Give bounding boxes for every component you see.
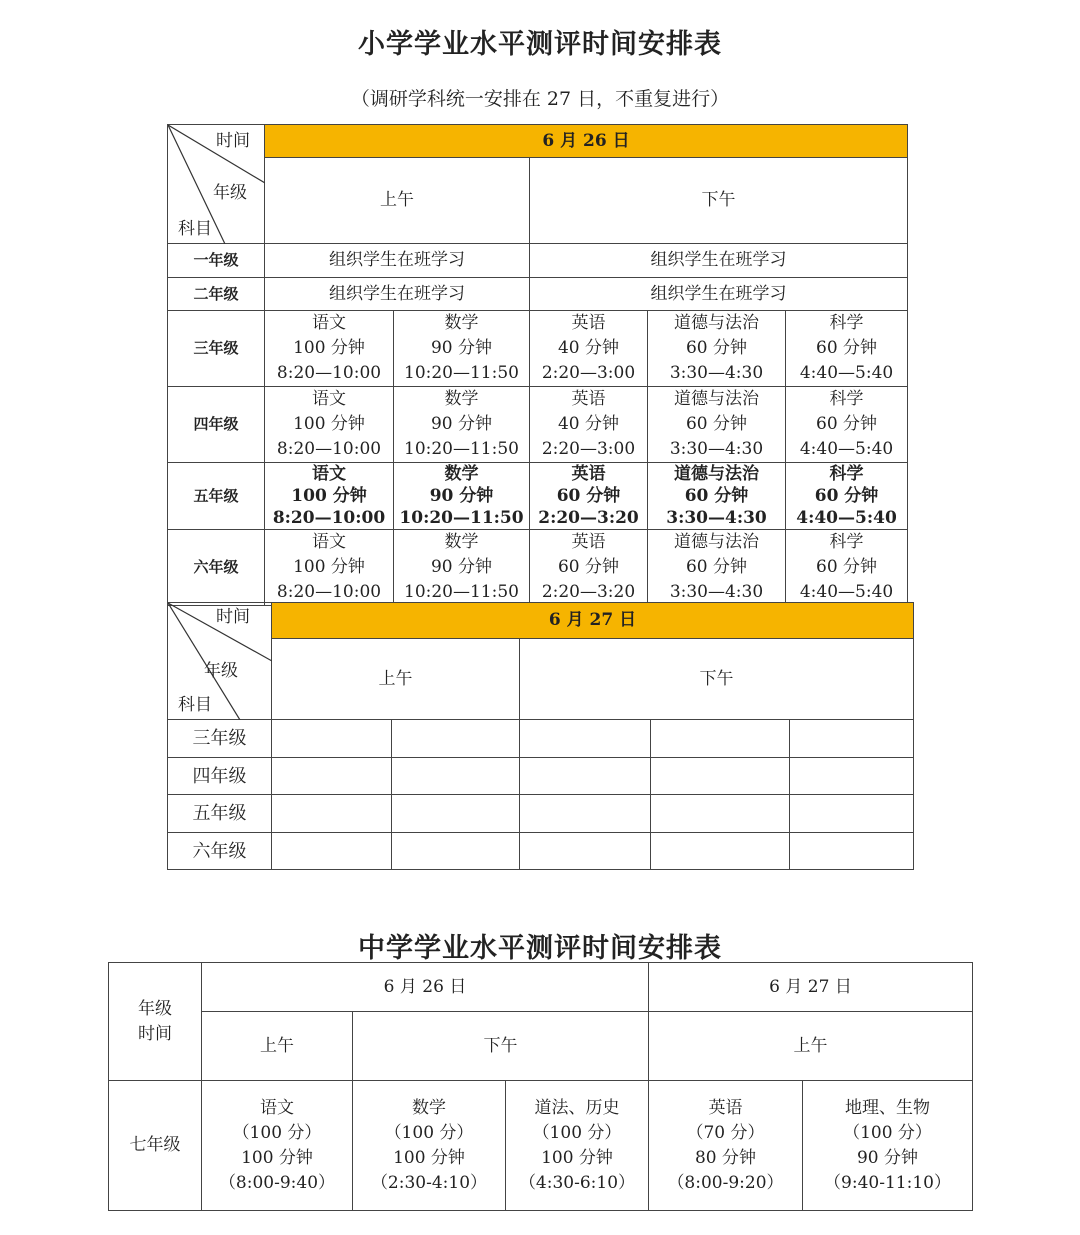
exam-cell	[202, 1081, 353, 1211]
empty-cell	[272, 720, 392, 758]
score: （100 分）	[384, 1122, 474, 1143]
empty-cell	[790, 795, 914, 833]
empty-cell	[651, 795, 790, 833]
duration: 100 分钟	[241, 1147, 313, 1168]
exam-cell	[394, 530, 530, 606]
time: 4:40—5:40	[799, 363, 894, 383]
time: （2:30-4:10）	[370, 1172, 488, 1193]
table-row	[168, 720, 914, 758]
duration: 100 分钟	[293, 557, 365, 577]
empty-cell	[520, 758, 651, 795]
exam-cell	[265, 463, 394, 530]
exam-cell	[786, 463, 908, 530]
primary-title: 小学学业水平测评时间安排表	[358, 29, 722, 60]
self-study-cell: 组织学生在班学习	[530, 244, 908, 278]
primary-day1-table	[167, 124, 908, 606]
time: （8:00-9:40）	[218, 1172, 336, 1193]
grade-label: 三年级	[168, 720, 272, 758]
duration: 60 分钟	[816, 414, 878, 434]
exam-cell	[648, 530, 786, 606]
middle-day2-date: 6 月 27 日	[649, 963, 973, 1012]
exam-cell	[786, 530, 908, 606]
exam-cell	[265, 530, 394, 606]
time: 10:20—11:50	[399, 508, 524, 528]
score: （100 分）	[532, 1122, 622, 1143]
duration: 100 分钟	[293, 338, 365, 358]
empty-cell	[272, 795, 392, 833]
time: （8:00-9:20）	[667, 1172, 784, 1193]
self-study-cell: 组织学生在班学习	[530, 278, 908, 311]
time: （9:40-11:10）	[824, 1172, 951, 1193]
subject: 语文	[312, 313, 346, 333]
subject: 数学	[412, 1097, 446, 1118]
subject: 道德与法治	[674, 313, 759, 333]
duration: 90 分钟	[430, 557, 493, 577]
grade-label: 六年级	[168, 530, 265, 606]
table-row	[168, 463, 908, 530]
grade-label: 四年级	[168, 758, 272, 795]
empty-cell	[392, 720, 520, 758]
subject: 科学	[829, 313, 864, 333]
exam-cell	[506, 1081, 649, 1211]
subject: 数学	[444, 464, 479, 484]
self-study-cell: 组织学生在班学习	[265, 278, 530, 311]
empty-cell	[272, 833, 392, 870]
table-row	[168, 244, 908, 278]
grade-label: 五年级	[168, 463, 265, 530]
duration: 60 分钟	[557, 557, 620, 577]
middle-day1-date: 6 月 26 日	[202, 963, 649, 1012]
duration: 60 分钟	[814, 486, 879, 506]
empty-cell	[272, 758, 392, 795]
table-row	[168, 795, 914, 833]
day2-date-header: 6 月 27 日	[272, 603, 914, 639]
middle-title: 中学学业水平测评时间安排表	[358, 933, 722, 964]
subject: 语文	[312, 532, 346, 552]
empty-cell	[790, 720, 914, 758]
exam-cell	[648, 463, 786, 530]
subject: 科学	[829, 464, 864, 484]
exam-cell	[265, 311, 394, 387]
duration: 60 分钟	[684, 486, 749, 506]
time: 3:30—4:30	[666, 508, 767, 528]
time: 8:20—10:00	[272, 508, 386, 528]
subject: 道法、历史	[534, 1097, 620, 1118]
subject: 科学	[829, 532, 864, 552]
exam-cell	[648, 387, 786, 463]
corner-time-label: 时间	[138, 1023, 172, 1044]
exam-cell	[394, 463, 530, 530]
empty-cell	[392, 758, 520, 795]
exam-cell	[786, 311, 908, 387]
subject: 科学	[829, 389, 864, 409]
time: 10:20—11:50	[404, 363, 519, 383]
exam-cell	[786, 387, 908, 463]
day2-afternoon-header: 下午	[520, 639, 914, 720]
subject: 道德与法治	[674, 532, 759, 552]
score: （100 分）	[843, 1122, 932, 1143]
empty-cell	[392, 833, 520, 870]
grade-label: 七年级	[109, 1081, 202, 1211]
duration: 90 分钟	[429, 486, 494, 506]
subject: 道德与法治	[674, 464, 759, 484]
corner-time-label: 时间	[216, 607, 250, 627]
table-row	[168, 278, 908, 311]
empty-cell	[520, 720, 651, 758]
duration: 90 分钟	[430, 338, 493, 358]
subject: 英语	[571, 313, 606, 333]
exam-cell	[649, 1081, 803, 1211]
middle-table	[108, 962, 973, 1211]
time: 8:20—10:00	[276, 363, 382, 383]
time: 4:40—5:40	[799, 582, 894, 602]
time: 8:20—10:00	[276, 439, 382, 459]
middle-day2-morning: 上午	[649, 1012, 973, 1081]
empty-cell	[392, 795, 520, 833]
subject: 道德与法治	[674, 389, 759, 409]
grade-label: 三年级	[168, 311, 265, 387]
subject: 英语	[708, 1097, 743, 1118]
grade-label: 五年级	[168, 795, 272, 833]
empty-cell	[790, 758, 914, 795]
duration: 100 分钟	[393, 1147, 465, 1168]
score: （70 分）	[686, 1122, 765, 1143]
corner-header-day1	[168, 125, 265, 244]
grade-label: 二年级	[168, 278, 265, 311]
table-row	[168, 311, 908, 387]
exam-cell	[353, 1081, 506, 1211]
score: （100 分）	[232, 1122, 322, 1143]
duration: 90 分钟	[856, 1147, 919, 1168]
subject: 数学	[444, 389, 479, 409]
time: 2:20—3:20	[538, 508, 639, 528]
duration: 90 分钟	[430, 414, 493, 434]
table-row	[168, 833, 914, 870]
duration: 100 分钟	[541, 1147, 613, 1168]
self-study-cell: 组织学生在班学习	[265, 244, 530, 278]
middle-day1-afternoon: 下午	[353, 1012, 649, 1081]
exam-cell	[265, 387, 394, 463]
duration: 100 分钟	[293, 414, 365, 434]
corner-subject-label: 科目	[178, 695, 212, 715]
duration: 60 分钟	[556, 486, 621, 506]
corner-time-label: 时间	[216, 131, 250, 151]
time: 2:20—3:00	[541, 439, 636, 459]
empty-cell	[790, 833, 914, 870]
exam-cell	[530, 311, 648, 387]
time: 2:20—3:00	[541, 363, 636, 383]
table-row	[168, 758, 914, 795]
duration: 60 分钟	[685, 338, 748, 358]
corner-grade-label: 年级	[213, 183, 247, 203]
subject: 英语	[571, 389, 606, 409]
time: 8:20—10:00	[276, 582, 382, 602]
day1-date-header: 6 月 26 日	[265, 125, 908, 158]
grade-label: 一年级	[168, 244, 265, 278]
duration: 60 分钟	[685, 414, 748, 434]
exam-cell	[394, 311, 530, 387]
exam-cell	[530, 463, 648, 530]
day1-morning-header: 上午	[265, 158, 530, 244]
empty-cell	[651, 833, 790, 870]
subject: 语文	[312, 389, 346, 409]
time: 2:20—3:20	[541, 582, 636, 602]
corner-header-day2	[168, 603, 272, 720]
subject: 英语	[571, 532, 606, 552]
primary-subtitle: （调研学科统一安排在 27 日，不重复进行）	[350, 88, 730, 110]
day2-morning-header: 上午	[272, 639, 520, 720]
time: 3:30—4:30	[669, 363, 764, 383]
subject: 语文	[260, 1097, 294, 1118]
duration: 40 分钟	[557, 414, 620, 434]
subject: 数学	[444, 313, 479, 333]
subject: 语文	[312, 464, 346, 484]
time: 3:30—4:30	[669, 439, 764, 459]
table-row	[109, 1081, 973, 1211]
grade-label: 六年级	[168, 833, 272, 870]
duration: 100 分钟	[291, 486, 367, 506]
duration: 60 分钟	[816, 557, 878, 577]
empty-cell	[651, 758, 790, 795]
exam-cell	[394, 387, 530, 463]
time: （4:30-6:10）	[518, 1172, 636, 1193]
duration: 80 分钟	[694, 1147, 757, 1168]
corner-subject-label: 科目	[178, 219, 212, 239]
duration: 60 分钟	[816, 338, 878, 358]
middle-corner-header	[109, 963, 202, 1081]
time: 4:40—5:40	[796, 508, 897, 528]
empty-cell	[520, 795, 651, 833]
time: 10:20—11:50	[404, 439, 519, 459]
time: 3:30—4:30	[669, 582, 764, 602]
corner-grade-label: 年级	[204, 661, 238, 681]
day1-afternoon-header: 下午	[530, 158, 908, 244]
middle-day1-morning: 上午	[202, 1012, 353, 1081]
subject: 数学	[444, 532, 479, 552]
empty-cell	[520, 833, 651, 870]
grade-label: 四年级	[168, 387, 265, 463]
primary-day2-table	[167, 602, 914, 870]
subject: 英语	[571, 464, 606, 484]
table-row	[168, 530, 908, 606]
empty-cell	[651, 720, 790, 758]
exam-cell	[648, 311, 786, 387]
time: 4:40—5:40	[799, 439, 894, 459]
corner-grade-label: 年级	[138, 998, 172, 1019]
exam-cell	[803, 1081, 973, 1211]
duration: 60 分钟	[685, 557, 748, 577]
subject: 地理、生物	[845, 1097, 930, 1118]
duration: 40 分钟	[557, 338, 620, 358]
exam-cell	[530, 387, 648, 463]
time: 10:20—11:50	[404, 582, 519, 602]
table-row	[168, 387, 908, 463]
exam-cell	[530, 530, 648, 606]
